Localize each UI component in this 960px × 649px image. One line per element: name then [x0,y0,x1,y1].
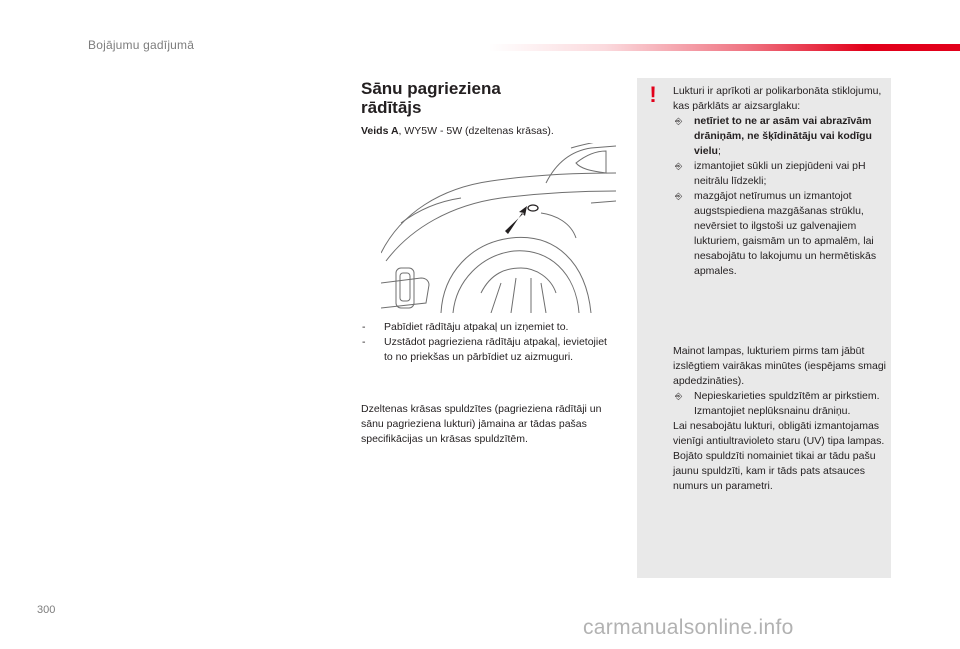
step-text: Uzstādot pagrieziena rādītāju atpakaļ, ievietojiet to no priekšas un pārbīdiet uz aizmuguri. [384,336,607,363]
step-refit [361,335,611,365]
car-front-illustration [381,143,616,313]
lamp-bullet-text: Nepieskarieties spuldzītēm ar pirkstiem. Izmantojiet neplūksnainu drāniņu. [694,390,880,417]
side-indicator-illustration [381,143,616,313]
page-title-line1: Sānu pagrieziena [361,79,501,98]
variant-label: Veids A [361,125,399,137]
lamp-change-warning [673,344,887,494]
warning-bullet-2-text: izmantojiet sūkli un ziepjūdeni vai pH neitrālu līdzekli; [694,160,866,187]
exclamation-icon: ! [649,82,657,107]
watermark: carmanualsonline.info [583,616,794,639]
warning-bullet-3 [673,189,887,279]
step-dash: - [362,321,366,333]
page-title [361,79,601,117]
warning-bullet-1-bold: netīriet to ne ar asām vai abrazīvām drāniņām, ne šķīdinātāju vai kodīgu vielu [694,115,872,157]
warning-bullet-3-text: mazgājot netīrumus un izmantojot augstspiediena mazgāšanas strūklu, nevērsiet to ilgstoši uz galvenajiem lukturiem, gaismām un to apmalēm, lai nesabojātu to lakojumu un hermētiskās apmales. [694,190,877,277]
bullet-icon: ⎆ [675,116,683,126]
warning-bullet-1 [673,114,887,159]
header-accent-bar [488,44,960,51]
page-title-line2: rādītājs [361,98,422,117]
lamp-bullet [673,389,887,419]
polycarbonate-warning [673,84,887,279]
warning-bullet-1-text: ; [717,145,721,157]
section-title: Bojājumu gadījumā [88,38,195,52]
variant-text: , WY5W - 5W (dzeltenas krāsas). [398,125,554,137]
replace-text: Bojāto spuldzīti nomainiet tikai ar tādu pašu jaunu spuldzīti, kam ir tāds pats atsauces numurs un parametri. [673,450,876,492]
step-text: Pabīdiet rādītāju atpakaļ un izņemiet to. [384,321,569,333]
bullet-icon: ⎆ [675,191,683,201]
bullet-icon: ⎆ [675,391,683,401]
bulb-color-note: Dzeltenas krāsas spuldzītes (pagrieziena rādītāji un sānu pagrieziena lukturi) jāmaina ar tādas pašas specifikācijas un krāsas spuldzītēm. [361,403,602,445]
variant-spec [361,124,554,138]
uv-text: Lai nesabojātu lukturi, obligāti izmantojamas vienīgi antiultravioleto staru (UV) tipa lampas. [673,420,885,447]
lamp-intro: Mainot lampas, lukturiem pirms tam jābūt izslēgtiem vairākas minūtes (iespējams smagi apdedzināties). [673,345,886,387]
bullet-icon: ⎆ [675,161,683,171]
procedure-steps [361,320,611,365]
step-dash: - [362,336,366,348]
step-remove [361,320,611,335]
page-number: 300 [37,604,56,616]
warning-bullet-2 [673,159,887,189]
warning-intro: Lukturi ir aprīkoti ar polikarbonāta stiklojumu, kas pārklāts ar aizsarglaku: [673,85,882,112]
